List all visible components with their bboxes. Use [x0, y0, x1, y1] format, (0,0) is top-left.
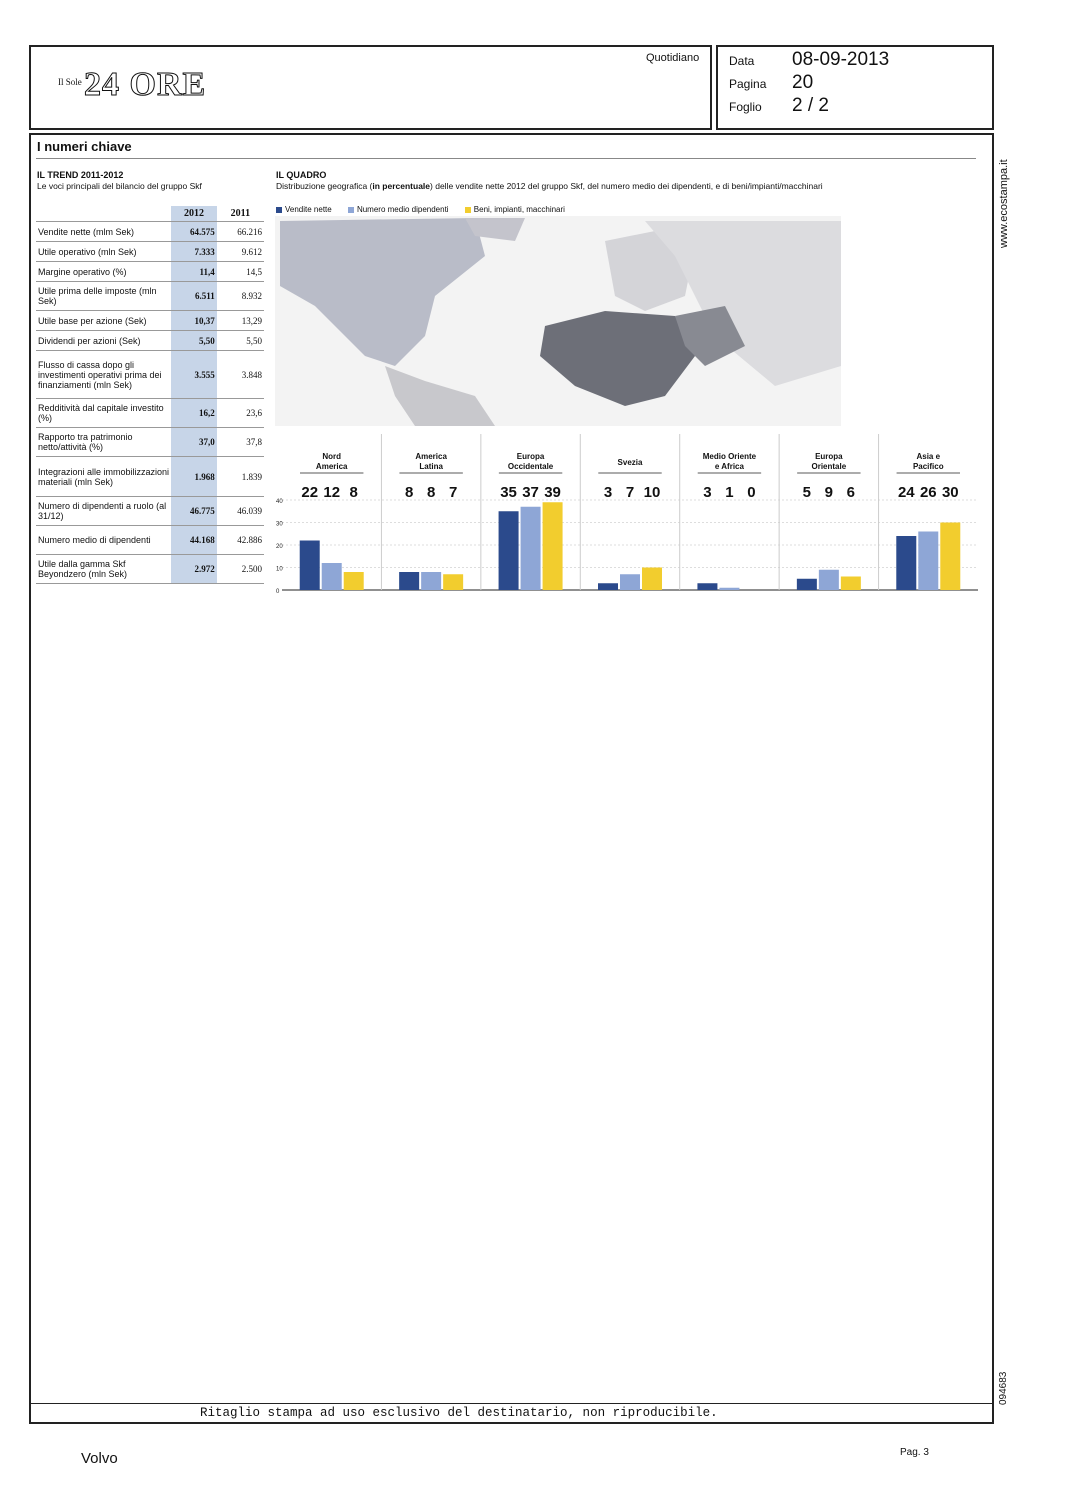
- table-row: [36, 242, 264, 262]
- table-header-row: [36, 206, 264, 222]
- value-2011: 46.039: [217, 497, 264, 526]
- y-tick-label: 0: [276, 589, 280, 595]
- value-2012: 10,37: [171, 311, 216, 331]
- category-label: Medio Oriente: [702, 452, 757, 461]
- world-map: [275, 216, 841, 426]
- footer-rule: [30, 1403, 993, 1404]
- value-2012: 11,4: [171, 262, 216, 282]
- bar: [940, 523, 960, 591]
- data-label: 1: [725, 484, 734, 501]
- bar: [896, 536, 916, 590]
- row-label: Utile operativo (mln Sek): [36, 242, 171, 262]
- legend-label: Numero medio dipendenti: [356, 205, 449, 214]
- y-tick-label: 40: [276, 499, 283, 505]
- financial-table: [36, 206, 264, 584]
- data-label: 24: [897, 484, 915, 501]
- value-2011: 42.886: [217, 526, 264, 555]
- quadro-subtitle-post: ) delle vendite nette 2012 del gruppo Skf, del numero medio dei dipendenti, e di beni/impianti/macchinari: [430, 181, 823, 191]
- category-label: America: [315, 462, 348, 471]
- section-rule: [36, 158, 976, 159]
- publication-type: Quotidiano: [646, 52, 700, 64]
- logo-small: Il Sole: [58, 77, 82, 87]
- table-row: [36, 555, 264, 584]
- foglio-label: Foglio: [729, 100, 762, 114]
- bar: [819, 570, 839, 590]
- data-label: 10: [643, 484, 661, 501]
- row-label: Integrazioni alle immobilizzazioni materiali (mln Sek): [36, 457, 171, 497]
- value-2012: 44.168: [171, 526, 216, 555]
- bar: [543, 502, 563, 590]
- value-2012: 64.575: [171, 222, 216, 242]
- bar-chart: [270, 420, 982, 595]
- legend-label: Beni, impianti, macchinari: [473, 205, 565, 214]
- value-2011: 66.216: [217, 222, 264, 242]
- value-2011: 2.500: [217, 555, 264, 584]
- row-label: Utile base per azione (Sek): [36, 311, 171, 331]
- bar: [300, 541, 320, 591]
- legend-item-vendite: [276, 205, 332, 214]
- value-2011: 5,50: [217, 331, 264, 351]
- data-label: 7: [448, 484, 458, 501]
- category-label: Occidentale: [507, 462, 554, 471]
- legend-item-beni: [465, 205, 565, 214]
- page-number: Pag. 3: [900, 1447, 929, 1458]
- data-label: 12: [323, 484, 341, 501]
- section-title: I numeri chiave: [37, 139, 132, 154]
- bar: [322, 563, 342, 590]
- value-2012: 2.972: [171, 555, 216, 584]
- data-value: 08-09-2013: [792, 49, 890, 70]
- category-label: e Africa: [714, 462, 744, 471]
- category-label: Pacifico: [912, 462, 944, 471]
- table-row: [36, 222, 264, 242]
- data-label: 37: [522, 484, 539, 501]
- table-row: [36, 428, 264, 457]
- table-row: [36, 399, 264, 428]
- pagina-label: Pagina: [729, 77, 767, 91]
- value-2011: 8.932: [217, 282, 264, 311]
- data-label: 8: [349, 484, 358, 501]
- footer-note: Ritaglio stampa ad uso esclusivo del destinatario, non riproducibile.: [200, 1406, 718, 1420]
- legend-swatch-vendite: [276, 207, 282, 213]
- bar: [797, 579, 817, 590]
- data-label: 8: [404, 484, 414, 501]
- table-row: [36, 262, 264, 282]
- value-2011: 13,29: [217, 311, 264, 331]
- value-2012: 7.333: [171, 242, 216, 262]
- row-label: Margine operativo (%): [36, 262, 171, 282]
- data-label: 26: [919, 484, 937, 501]
- bar: [841, 577, 861, 591]
- row-label: Utile dalla gamma Skf Beyondzero (mln Sek): [36, 555, 171, 584]
- data-label: 5: [802, 484, 812, 501]
- quadro-subtitle-bold: in percentuale: [372, 181, 431, 191]
- legend-swatch-dipendenti: [348, 207, 354, 213]
- category-label: Orientale: [811, 462, 847, 471]
- value-2012: 5,50: [171, 331, 216, 351]
- company-name: Volvo: [81, 1450, 118, 1467]
- data-label: 35: [500, 484, 517, 501]
- col-2012-header: 2012: [171, 206, 216, 222]
- bar: [598, 583, 618, 590]
- table-row: [36, 311, 264, 331]
- y-tick-label: 20: [276, 544, 283, 550]
- col-2011-header: 2011: [217, 206, 264, 222]
- legend-item-dipendenti: [348, 205, 449, 214]
- row-label: Rapporto tra patrimonio netto/attività (%): [36, 428, 171, 457]
- value-2012: 3.555: [171, 351, 216, 399]
- category-label: Europa: [815, 452, 843, 461]
- bar: [719, 588, 739, 590]
- bar: [620, 574, 640, 590]
- legend-swatch-beni: [465, 207, 471, 213]
- bar: [521, 507, 541, 590]
- trend-title: IL TREND 2011-2012: [37, 170, 124, 180]
- table-row: [36, 331, 264, 351]
- data-label: 22: [301, 484, 319, 501]
- bar: [697, 583, 717, 590]
- bar: [918, 532, 938, 591]
- value-2011: 14,5: [217, 262, 264, 282]
- bar: [421, 572, 441, 590]
- row-label: Redditività dal capitale investito (%): [36, 399, 171, 428]
- category-label: Nord: [322, 452, 342, 461]
- data-label: 7: [625, 484, 635, 501]
- value-2011: 3.848: [217, 351, 264, 399]
- table-row: [36, 282, 264, 311]
- data-label: 3: [703, 484, 712, 501]
- data-label: 30: [941, 484, 959, 501]
- value-2012: 16,2: [171, 399, 216, 428]
- data-label: 39: [544, 484, 561, 501]
- y-tick-label: 10: [276, 566, 283, 573]
- foglio-value: 2 / 2: [792, 95, 829, 116]
- side-url: www.ecostampa.it: [998, 159, 1010, 248]
- chart-legend: [276, 205, 565, 214]
- data-label: 0: [747, 484, 756, 501]
- table-row: [36, 526, 264, 555]
- table-row: [36, 497, 264, 526]
- bar: [642, 568, 662, 591]
- data-label: 3: [603, 484, 613, 501]
- row-label: Utile prima delle imposte (mln Sek): [36, 282, 171, 311]
- category-label: Svezia: [617, 458, 643, 467]
- data-label: 9: [824, 484, 834, 501]
- table-row: [36, 351, 264, 399]
- side-code: 094683: [998, 1371, 1009, 1405]
- bar: [344, 572, 364, 590]
- category-label: Latina: [419, 462, 443, 471]
- row-label: Dividendi per azioni (Sek): [36, 331, 171, 351]
- bar: [443, 574, 463, 590]
- row-label: Flusso di cassa dopo gli investimenti operativi prima dei finanziamenti (mln Sek): [36, 351, 171, 399]
- row-label: Numero di dipendenti a ruolo (al 31/12): [36, 497, 171, 526]
- data-label: 8: [426, 484, 436, 501]
- value-2011: 9.612: [217, 242, 264, 262]
- table-corner: [36, 206, 171, 222]
- quadro-subtitle: [276, 181, 976, 191]
- pagina-value: 20: [792, 72, 814, 93]
- y-tick-label: 30: [276, 521, 283, 528]
- value-2011: 1.839: [217, 457, 264, 497]
- value-2011: 37,8: [217, 428, 264, 457]
- data-label: Data: [729, 54, 755, 68]
- bar: [499, 511, 519, 590]
- trend-subtitle: Le voci principali del bilancio del gruppo Skf: [37, 181, 202, 191]
- value-2012: 1.968: [171, 457, 216, 497]
- quadro-subtitle-pre: Distribuzione geografica (: [276, 181, 373, 191]
- value-2012: 46.775: [171, 497, 216, 526]
- newspaper-logo: 24 ORE: [84, 66, 207, 103]
- category-label: Europa: [516, 452, 545, 461]
- bar: [399, 572, 419, 590]
- legend-label: Vendite nette: [285, 205, 332, 214]
- value-2012: 37,0: [171, 428, 216, 457]
- category-label: America: [415, 452, 447, 461]
- data-label: 6: [846, 484, 856, 501]
- row-label: Numero medio di dipendenti: [36, 526, 171, 555]
- value-2012: 6.511: [171, 282, 216, 311]
- category-label: Asia e: [916, 452, 941, 461]
- row-label: Vendite nette (mlm Sek): [36, 222, 171, 242]
- value-2011: 23,6: [217, 399, 264, 428]
- quadro-title: IL QUADRO: [276, 170, 327, 180]
- table-row: [36, 457, 264, 497]
